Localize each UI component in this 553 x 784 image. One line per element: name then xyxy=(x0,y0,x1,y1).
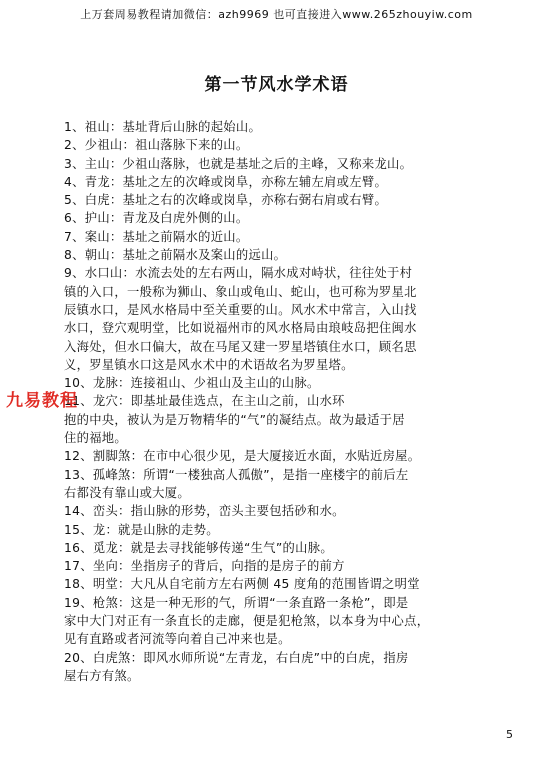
text-line: 辰镇水口，是风水格局中至关重要的山。风水术中常言，入山找 xyxy=(64,302,417,317)
text-line: 见有直路或者河流等向着自己冲来也是。 xyxy=(64,632,291,647)
text-line: 住的福地。 xyxy=(64,431,127,446)
page-title: 第一节风水学术语 xyxy=(204,75,349,95)
text-line: 4、青龙：基址之左的次峰或岗阜，亦称左辅左肩或左臂。 xyxy=(64,174,388,189)
text-line: 右都没有靠山或大厦。 xyxy=(64,485,190,500)
text-line: 镇的入口，一般称为狮山、象山或龟山、蛇山，也可称为罗星北 xyxy=(64,284,417,299)
document-body xyxy=(64,118,514,685)
watermark-text: 九易教程 xyxy=(6,391,78,411)
text-line: 6、护山：青龙及白虎外侧的山。 xyxy=(64,211,249,226)
text-line: 义，罗星镇水口这是风水术中的术语故名为罗星塔。 xyxy=(64,357,354,372)
page-header: 上万套周易教程请加微信：azh9969 也可直接进入www.265zhouyiw.com xyxy=(80,8,473,21)
text-line: 10、龙脉：连接祖山、少祖山及主山的山脉。 xyxy=(64,376,320,391)
text-line: 8、朝山：基址之前隔水及案山的远山。 xyxy=(64,248,287,263)
text-line: 7、案山：基址之前隔水的近山。 xyxy=(64,229,249,244)
text-line: 2、少祖山：祖山落脉下来的山。 xyxy=(64,138,249,153)
text-line: 水口，登穴观明堂，比如说福州市的风水格局由琅岐岛把住闽水 xyxy=(64,321,417,336)
text-line: 18、明堂：大凡从自宅前方左右两侧 45 度角的范围皆谓之明堂 xyxy=(64,577,420,592)
text-line: 14、峦头：指山脉的形势，峦头主要包括砂和水。 xyxy=(64,504,345,519)
text-line: 家中大门对正有一条直长的走廊，便是犯枪煞，以本身为中心点， xyxy=(64,614,430,629)
page-number: 5 xyxy=(506,728,513,741)
text-line: 屋右方有煞。 xyxy=(64,668,140,683)
text-line: 20、白虎煞：即风水师所说“左青龙，右白虎”中的白虎，指房 xyxy=(64,650,409,665)
text-line: 入海处，但水口偏大，故在马尾又建一罗星塔镇住水口，顾名思 xyxy=(64,339,417,354)
text-line: 抱的中央，被认为是万物精华的“气”的凝结点。故为最适于居 xyxy=(64,412,405,427)
text-line: 9、水口山：水流去处的左右两山，隔水成对峙状，往往处于村 xyxy=(64,266,413,281)
text-line: 3、主山：少祖山落脉，也就是基址之后的主峰，又称来龙山。 xyxy=(64,156,413,171)
text-line: 12、割脚煞：在市中心很少见，是大厦接近水面，水贴近房屋。 xyxy=(64,449,421,464)
text-line: 1、祖山：基址背后山脉的起始山。 xyxy=(64,120,262,134)
text-line: 19、枪煞：这是一种无形的气，所谓“一条直路一条枪”，即是 xyxy=(64,595,409,610)
text-line: 15、龙：就是山脉的走势。 xyxy=(64,522,219,537)
text-line: 13、孤峰煞：所谓“一楼独高人孤傲”，是指一座楼宇的前后左 xyxy=(64,467,409,482)
text-line: 11、龙穴：即基址最佳选点，在主山之前，山水环 xyxy=(64,394,345,409)
text-line: 5、白虎：基址之右的次峰或岗阜，亦称右弼右肩或右臂。 xyxy=(64,193,388,208)
text-line: 16、觅龙：就是去寻找能够传递“生气”的山脉。 xyxy=(64,540,333,555)
text-line: 17、坐向：坐指房子的背后，向指的是房子的前方 xyxy=(64,559,345,574)
